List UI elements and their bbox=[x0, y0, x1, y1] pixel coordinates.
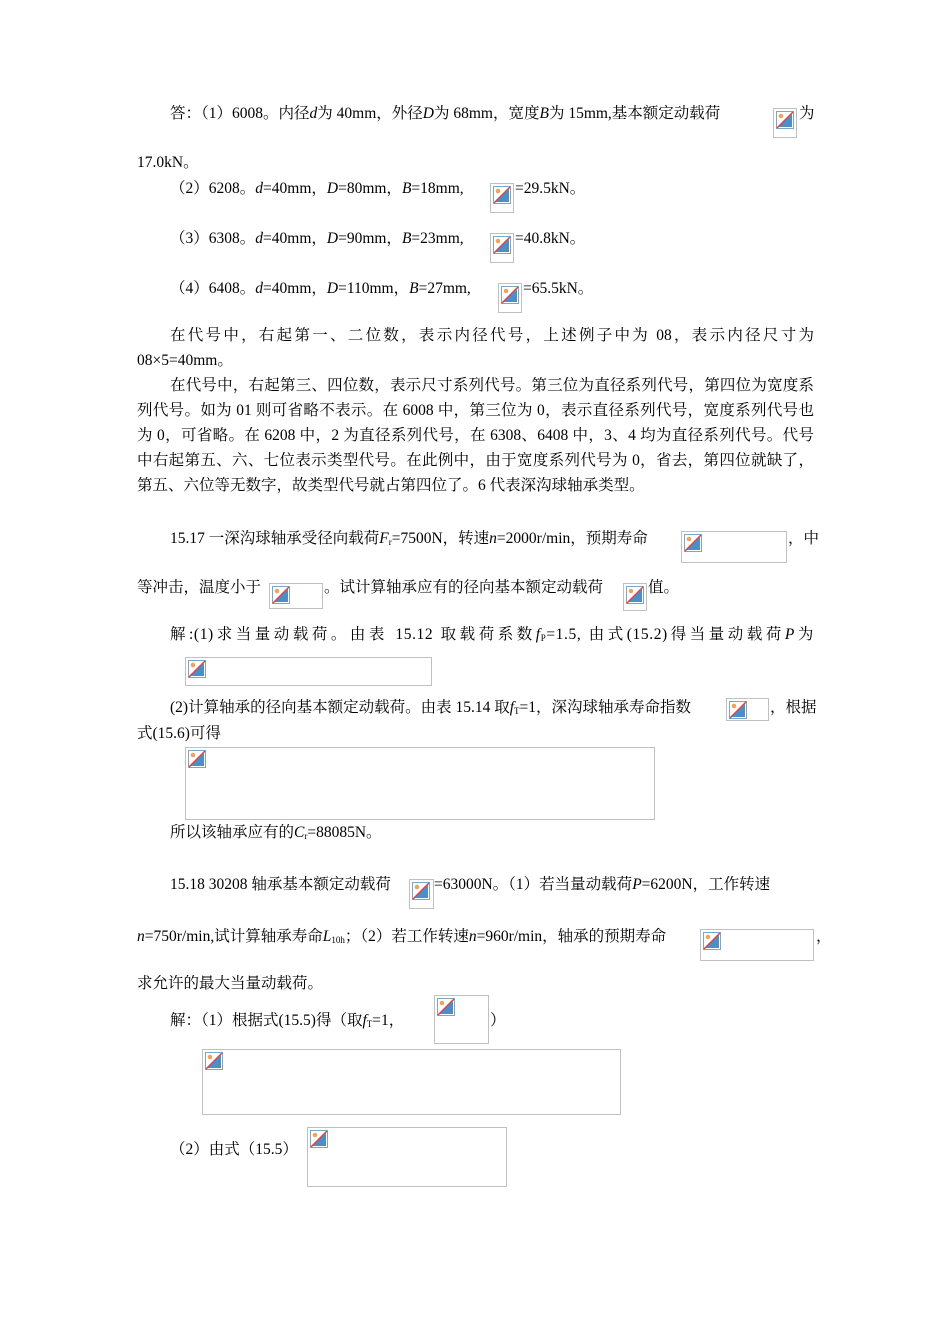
formula-image-cr-6 bbox=[409, 879, 434, 909]
paragraph-inner-diameter: 在代号中，右起第一、二位数，表示内径代号，上述例子中为 08，表示内径尺寸为 08×5=40mm。 bbox=[137, 327, 814, 369]
broken-image-icon bbox=[412, 882, 430, 900]
formula-image-epsilon bbox=[726, 698, 769, 721]
formula-image-cr bbox=[773, 108, 797, 138]
formula-image-cr-calc bbox=[185, 747, 655, 820]
problem-1517-solution-2: (2)计算轴承的径向基本额定动载荷。由表 15.14 取$f_T=1$，深沟球轴承寿命指数 bbox=[170, 699, 692, 716]
answer-item-2-value: =29.5kN。 bbox=[515, 180, 586, 197]
problem-1517-solution-2-line2: 式(15.6)可得 bbox=[137, 725, 221, 742]
problem-1517-solution-2-tail: ，根据 bbox=[770, 699, 817, 716]
formula-image-lh bbox=[681, 531, 787, 563]
formula-image-cr-4 bbox=[498, 283, 522, 313]
broken-image-icon bbox=[437, 998, 455, 1016]
problem-1517-line-1-tail: ，中 bbox=[788, 530, 820, 547]
problem-1517-line-1: 15.17 一深沟球轴承受径向载荷$F_r=7500N$，转速n=2000r/min，预期寿命 bbox=[170, 530, 648, 547]
broken-image-icon bbox=[501, 286, 519, 304]
answer-item-4-value: =65.5kN。 bbox=[523, 280, 594, 297]
formula-image-cr-5 bbox=[623, 583, 647, 611]
formula-image-cr-2 bbox=[490, 183, 514, 213]
formula-image-l10h-calc bbox=[202, 1049, 621, 1115]
broken-image-icon bbox=[776, 111, 794, 129]
formula-image-temp bbox=[269, 583, 323, 609]
problem-1517-line-2c: 值。 bbox=[648, 579, 680, 596]
broken-image-icon bbox=[205, 1052, 223, 1070]
formula-image-p bbox=[185, 657, 432, 686]
answer-item-2: （2）6208。d=40mm，D=80mm，B=18mm, bbox=[170, 180, 464, 197]
broken-image-icon bbox=[684, 534, 702, 552]
paragraph-series-code: 在代号中，右起第三、四位数，表示尺寸系列代号。第三位为直径系列代号，第四位为宽度系列代号。如为 01 则可省略不表示。在 6008 中，第三位为 0，表示直径系列代号，宽度系列代号也为 0，可省略。在 6208 中，2 为直径系列代号，在 6308、6408 中，3、4 均为直径系列代号。代号中右起第五、六、七位表示类型代号。在此例中，由于宽度系列代号为 0，省去，第四位就缺了，第五、六位等无数字，故类型代号就占第四位了。6 代表深沟球轴承类型。 bbox=[137, 377, 814, 494]
problem-1517-solution-1: 解:(1)求当量动载荷。由表 15.12 取载荷系数$f_P=1.5$, 由式(15.2)得当量动载荷P为 bbox=[170, 626, 814, 643]
answer-line-1: 答：（1）6008。内径d为 40mm，外径D为 68mm，宽度B为 15mm,基本额定动载荷 bbox=[170, 105, 721, 122]
answer-line-1-tail: 为 bbox=[799, 105, 815, 122]
formula-image-lh-2 bbox=[700, 929, 814, 961]
broken-image-icon bbox=[729, 701, 747, 719]
problem-1518-solution-2: （2）由式（15.5） bbox=[170, 1141, 298, 1158]
problem-1518-line-1b: =63000N。（1）若当量动载荷P=6200N，工作转速 bbox=[434, 876, 771, 893]
problem-1518-line-1a: 15.18 30208 轴承基本额定动载荷 bbox=[170, 876, 391, 893]
answer-item-3-value: =40.8kN。 bbox=[515, 230, 586, 247]
broken-image-icon bbox=[626, 586, 644, 604]
broken-image-icon bbox=[493, 186, 511, 204]
formula-image-epsilon-2 bbox=[434, 995, 489, 1044]
broken-image-icon bbox=[188, 750, 206, 768]
broken-image-icon bbox=[703, 932, 721, 950]
answer-line-2: 17.0kN。 bbox=[137, 154, 199, 171]
answer-item-3: （3）6308。d=40mm，D=90mm，B=23mm, bbox=[170, 230, 464, 247]
broken-image-icon bbox=[272, 586, 290, 604]
problem-1517-conclusion: 所以该轴承应有的$C_r=88085N$。 bbox=[170, 824, 382, 841]
problem-1518-line-2: n=750r/min,试计算轴承寿命$L_{10h}$；（2）若工作转速n=960r/min，轴承的预期寿命 bbox=[137, 928, 667, 945]
problem-1517-line-2a: 等冲击，温度小于 bbox=[137, 579, 262, 596]
broken-image-icon bbox=[188, 660, 206, 678]
formula-image-pmax-calc bbox=[307, 1127, 507, 1187]
broken-image-icon bbox=[310, 1130, 328, 1148]
broken-image-icon bbox=[493, 236, 511, 254]
problem-1518-solution-1: 解：（1）根据式(15.5)得（取$f_T=1$， bbox=[170, 1012, 405, 1029]
problem-1517-line-2b: 。试计算轴承应有的径向基本额定动载荷 bbox=[324, 579, 604, 596]
problem-1518-line-2-tail: ， bbox=[816, 928, 832, 945]
formula-image-cr-3 bbox=[490, 233, 514, 263]
problem-1518-line-3: 求允许的最大当量动载荷。 bbox=[137, 975, 324, 992]
problem-1518-solution-1-tail: ） bbox=[490, 1012, 506, 1029]
answer-item-4: （4）6408。d=40mm，D=110mm，B=27mm, bbox=[170, 280, 471, 297]
